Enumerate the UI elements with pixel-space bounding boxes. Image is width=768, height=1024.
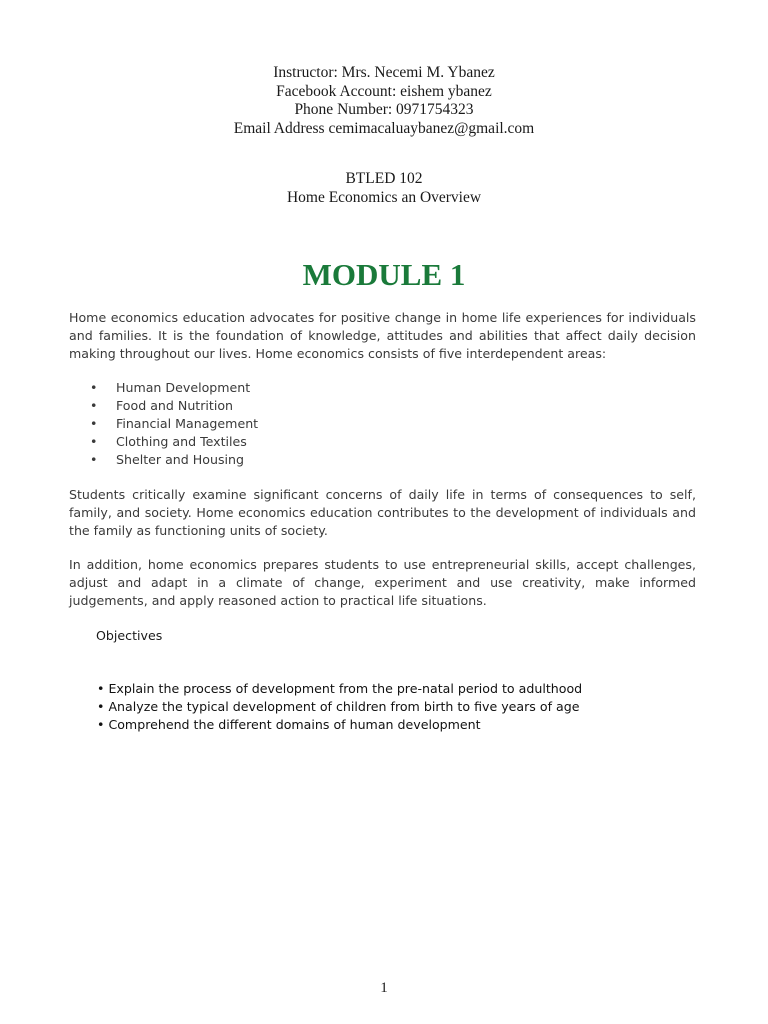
list-item — [90, 379, 258, 397]
list-item — [97, 698, 582, 716]
objectives-heading: Objectives — [96, 628, 163, 643]
instructor-contact-block — [0, 64, 768, 138]
area-label: Clothing and Textiles — [116, 434, 247, 449]
list-item — [90, 433, 258, 451]
course-info — [0, 170, 768, 207]
area-label: Financial Management — [116, 416, 259, 431]
instructor-name: Instructor: Mrs. Necemi M. Ybanez — [273, 64, 495, 81]
page-number: 1 — [380, 980, 388, 996]
list-item — [97, 716, 582, 734]
area-label: Food and Nutrition — [116, 398, 234, 413]
intro-paragraph: Home economics education advocates for positive change in home life experiences for individuals and families. It is the foundation of knowledge, attitudes and abilities that affect daily decision making throughout our lives. Home economics consists of five interdependent areas: — [69, 310, 696, 361]
list-item — [90, 451, 258, 469]
bullet-icon: • — [97, 717, 105, 732]
objective-text: Analyze the typical development of children from birth to five years of age — [108, 699, 580, 714]
addition-paragraph: In addition, home economics prepares students to use entrepreneurial skills, accept challenges, adjust and adapt in a climate of change, experiment and use creativity, make informed judgements, and apply reasoned action to practical life situations. — [69, 557, 696, 608]
area-label: Human Development — [116, 380, 251, 395]
list-item — [90, 415, 258, 433]
bullet-icon: • — [90, 380, 98, 395]
students-paragraph: Students critically examine significant concerns of daily life in terms of consequences to self, family, and society. Home economics education contributes to the development of individuals and the family as functioning units of society. — [69, 487, 696, 538]
bullet-icon: • — [97, 681, 105, 696]
list-item — [97, 680, 582, 698]
list-item — [90, 397, 258, 415]
bullet-icon: • — [90, 416, 98, 431]
objective-text: Explain the process of development from the pre-natal period to adulthood — [108, 681, 583, 696]
areas-list — [90, 379, 258, 469]
bullet-icon: • — [90, 398, 98, 413]
course-title: Home Economics an Overview — [286, 188, 482, 206]
bullet-icon: • — [90, 452, 98, 467]
facebook-account: Facebook Account: eishem ybanez — [276, 82, 492, 100]
objectives-list — [97, 680, 582, 734]
bullet-icon: • — [90, 434, 98, 449]
course-code: BTLED 102 — [345, 170, 423, 187]
phone-number: Phone Number: 0971754323 — [294, 101, 474, 118]
area-label: Shelter and Housing — [116, 452, 244, 467]
bullet-icon: • — [97, 699, 105, 714]
objective-text: Comprehend the different domains of human development — [108, 717, 481, 732]
module-title: MODULE 1 — [302, 257, 466, 292]
email-address: Email Address cemimacaluaybanez@gmail.com — [233, 119, 535, 137]
